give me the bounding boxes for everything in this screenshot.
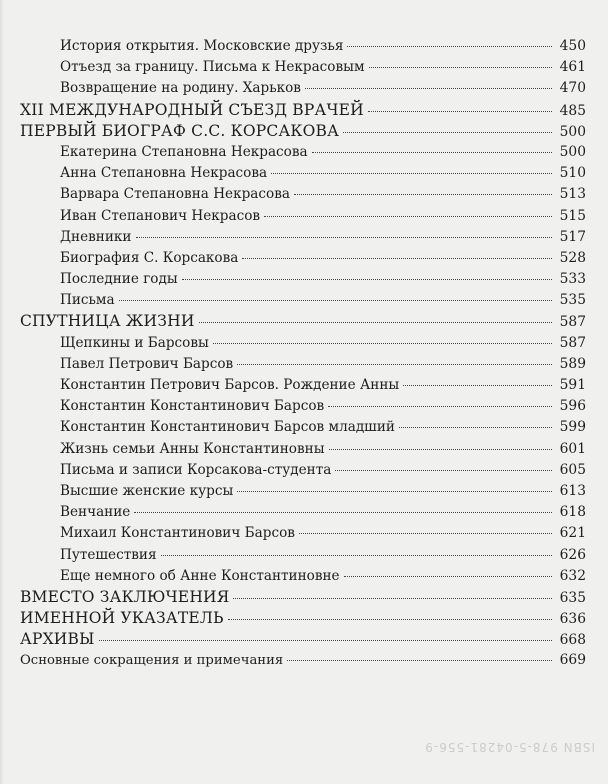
toc-subsection-title: Жизнь семьи Анны Константиновны <box>60 440 325 457</box>
dot-leader <box>242 258 552 259</box>
toc-entry <box>20 57 586 78</box>
isbn-bleed-through: ISBN 978-5-04281-556-9 <box>424 740 595 754</box>
toc-page-number: 632 <box>559 567 586 584</box>
toc-entry <box>20 311 586 332</box>
toc-subsection-title: Иван Степанович Некрасов <box>60 207 261 224</box>
dot-leader <box>237 364 552 365</box>
toc-entry <box>20 375 586 396</box>
toc-page-number: 500 <box>559 143 586 160</box>
toc-page-number: 596 <box>559 398 586 415</box>
toc-page-number: 587 <box>559 314 586 331</box>
dot-leader <box>328 406 552 407</box>
dot-leader <box>99 640 552 641</box>
dot-leader <box>329 449 552 450</box>
toc-subsection-title: Дневники <box>60 228 132 245</box>
dot-leader <box>305 88 552 89</box>
toc-page-number: 470 <box>559 80 586 97</box>
toc-subsection-title: Биография С. Корсакова <box>60 249 239 266</box>
toc-page-number: 591 <box>559 377 586 393</box>
dot-leader <box>299 533 552 534</box>
dot-leader <box>264 216 552 217</box>
toc-page-number: 528 <box>559 249 586 266</box>
toc-page-number: 605 <box>559 461 586 478</box>
toc-subsection-title: Отъезд за границу. Письма к Некрасовым <box>60 59 365 76</box>
dot-leader <box>182 279 552 280</box>
toc-subsection-title: Возвращение на родину. Харьков <box>60 80 301 97</box>
toc-subsection-title: История открытия. Московские друзья <box>60 38 344 54</box>
toc-page-number: 533 <box>559 271 586 288</box>
toc-page-number: 450 <box>559 38 586 54</box>
toc-subsection-title: Константин Константинович Барсов <box>60 398 325 415</box>
toc-page-number: 618 <box>559 504 586 521</box>
dot-leader <box>233 598 552 599</box>
toc-page-number: 500 <box>559 123 586 140</box>
toc-page-number: 513 <box>559 186 586 203</box>
dot-leader <box>199 322 552 323</box>
toc-entry <box>20 354 586 375</box>
toc-section-title: СПУТНИЦА ЖИЗНИ <box>20 312 195 331</box>
dot-leader <box>294 194 552 195</box>
toc-entry <box>20 396 586 417</box>
toc-subsection-title: Щепкины и Барсовы <box>60 334 209 351</box>
toc-entry <box>20 439 586 460</box>
toc-page-number: 621 <box>559 525 586 542</box>
dot-leader <box>399 427 552 428</box>
dot-leader <box>368 111 552 112</box>
toc-entry <box>20 545 586 566</box>
toc-entry <box>20 523 586 544</box>
dot-leader <box>134 512 552 513</box>
toc-entry <box>20 481 586 502</box>
dot-leader <box>287 660 552 661</box>
toc-section-title: ИМЕННОЙ УКАЗАТЕЛЬ <box>20 609 224 628</box>
toc-entry <box>20 36 586 57</box>
toc-section-title: АРХИВЫ <box>20 630 95 649</box>
toc-page-number: 613 <box>559 482 586 499</box>
dot-leader <box>161 555 552 556</box>
toc-page-number: 517 <box>559 228 586 245</box>
page-fold-shadow <box>0 0 4 784</box>
toc-page-number: 515 <box>559 207 586 224</box>
toc-section-title: ПЕРВЫЙ БИОГРАФ С.С. КОРСАКОВА <box>20 121 340 140</box>
toc-section-title: XII МЕЖДУНАРОДНЫЙ СЪЕЗД ВРАЧЕЙ <box>20 100 364 119</box>
toc-page-number: 668 <box>559 632 586 649</box>
toc-subsection-title: Путешествия <box>60 546 157 563</box>
toc-subsection-title: Последние годы <box>60 271 178 288</box>
toc-subsection-title: Варвара Степановна Некрасова <box>60 186 290 203</box>
toc-page-number: 636 <box>559 611 586 628</box>
toc-entry <box>20 566 586 587</box>
toc-subsection-title: Анна Степановна Некрасова <box>60 165 268 182</box>
dot-leader <box>403 385 552 386</box>
dot-leader <box>237 491 552 492</box>
toc-entry <box>20 78 586 99</box>
toc-entry <box>20 417 586 438</box>
toc-entry <box>20 502 586 523</box>
toc-page-number: 601 <box>559 440 586 457</box>
toc-page-number: 589 <box>559 355 586 372</box>
dot-leader <box>343 132 552 133</box>
toc-page-number: 669 <box>559 652 586 669</box>
toc-subsection-title: Письма и записи Корсакова-студента <box>60 461 332 478</box>
dot-leader <box>347 46 552 47</box>
toc-entry <box>20 248 586 269</box>
dot-leader <box>228 619 552 620</box>
toc-subsection-title: Павел Петрович Барсов <box>60 355 234 372</box>
toc-page-number: 587 <box>559 334 586 351</box>
toc-page-number: 635 <box>559 589 586 606</box>
toc-subsection-title: Екатерина Степановна Некрасова <box>60 143 308 160</box>
toc-entry <box>20 206 586 227</box>
toc-entry <box>20 121 586 142</box>
toc-page-number: 599 <box>559 419 586 436</box>
toc-entry <box>20 100 586 121</box>
dot-leader <box>335 470 552 471</box>
toc-page-number: 535 <box>559 292 586 309</box>
dot-leader <box>119 300 552 301</box>
toc-entry <box>20 587 586 608</box>
dot-leader <box>136 237 553 238</box>
toc-subsection-title: Венчание <box>60 504 131 521</box>
toc-subsection-title: Михаил Константинович Барсов <box>60 525 295 542</box>
toc-entry <box>20 650 586 671</box>
toc-entry <box>20 629 586 650</box>
toc-subsection-title: Константин Константинович Барсов младший <box>60 419 395 436</box>
toc-page-number: 485 <box>559 102 586 119</box>
toc-subsection-title: Константин Петрович Барсов. Рождение Анны <box>60 377 400 393</box>
toc-entry <box>20 460 586 481</box>
toc-entry <box>20 608 586 629</box>
toc-entry <box>20 163 586 184</box>
dot-leader <box>312 152 552 153</box>
toc-entry <box>20 269 586 290</box>
toc-page-number: 626 <box>559 546 586 563</box>
toc-subsection-title: Письма <box>60 292 115 309</box>
toc-subsection-title: Еще немного об Анне Константиновне <box>60 567 340 584</box>
toc-entry <box>20 290 586 311</box>
toc-entry <box>20 227 586 248</box>
dot-leader <box>213 343 552 344</box>
toc-subsection-title: Основные сокращения и примечания <box>20 653 284 669</box>
table-of-contents <box>20 36 586 672</box>
toc-page-number: 510 <box>559 165 586 182</box>
toc-section-title: ВМЕСТО ЗАКЛЮЧЕНИЯ <box>20 587 230 606</box>
dot-leader <box>344 576 552 577</box>
dot-leader <box>369 67 552 68</box>
toc-subsection-title: Высшие женские курсы <box>60 482 234 499</box>
toc-page-number: 461 <box>559 59 586 76</box>
toc-entry <box>20 142 586 163</box>
toc-entry <box>20 333 586 354</box>
toc-entry <box>20 184 586 205</box>
dot-leader <box>271 173 552 174</box>
